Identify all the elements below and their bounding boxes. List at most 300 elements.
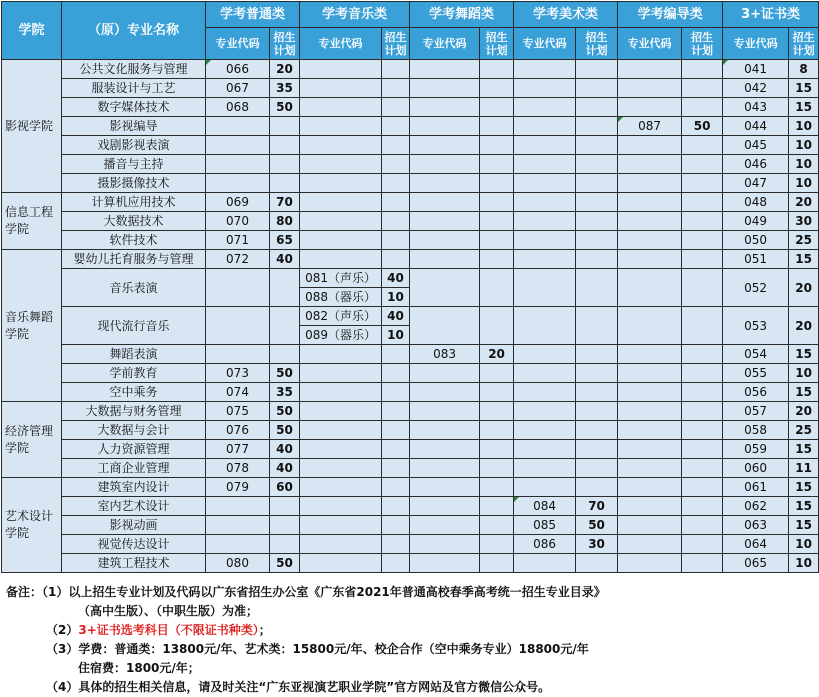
- dance-plan-cell: [480, 193, 514, 212]
- header-group-fineart: 学考美术类: [514, 2, 618, 28]
- fineart-plan-cell: [576, 136, 618, 155]
- general-code-cell: 067: [206, 79, 270, 98]
- music-code-cell: [300, 478, 382, 497]
- fineart-plan-cell: [576, 459, 618, 478]
- fineart-code-cell: [514, 60, 576, 79]
- cert-plan-cell: 15: [789, 79, 819, 98]
- dance-code-cell: [410, 307, 480, 345]
- major-cell: 现代流行音乐: [62, 307, 206, 345]
- general-plan-cell: 60: [270, 478, 300, 497]
- fineart-plan-cell: [576, 155, 618, 174]
- header-plan: [789, 28, 819, 60]
- directing-plan-cell: [682, 250, 723, 269]
- fineart-code-cell: [514, 212, 576, 231]
- directing-plan-cell: [682, 231, 723, 250]
- music-code-cell: [300, 459, 382, 478]
- directing-plan-cell: [682, 383, 723, 402]
- directing-code-cell: [618, 535, 682, 554]
- dance-code-cell: [410, 174, 480, 193]
- dance-plan-cell: [480, 174, 514, 193]
- fineart-plan-cell: [576, 383, 618, 402]
- music-code-cell: [300, 79, 382, 98]
- cert-plan-cell: 15: [789, 98, 819, 117]
- dance-code-cell: [410, 516, 480, 535]
- dance-plan-cell: [480, 440, 514, 459]
- table-row: [2, 117, 819, 136]
- cert-code-cell: 048: [723, 193, 789, 212]
- note-1a: （1）以上招生专业计划及代码以广东省招生办公室《广东省2021年普通高校春季高考统一招生专业目录》: [42, 585, 606, 599]
- fineart-plan-cell: 50: [576, 516, 618, 535]
- general-code-cell: [206, 535, 270, 554]
- music-code-cell: [300, 60, 382, 79]
- directing-plan-cell: [682, 364, 723, 383]
- fineart-code-cell: [514, 307, 576, 345]
- directing-code-cell: [618, 174, 682, 193]
- header-plan-line1: 招生: [792, 30, 815, 44]
- cert-plan-cell: 20: [789, 193, 819, 212]
- general-code-cell: 079: [206, 478, 270, 497]
- directing-code-cell: [618, 516, 682, 535]
- directing-plan-cell: 50: [682, 117, 723, 136]
- major-cell: 播音与主持: [62, 155, 206, 174]
- dance-plan-cell: [480, 497, 514, 516]
- cert-plan-cell: 10: [789, 535, 819, 554]
- major-cell: 计算机应用技术: [62, 193, 206, 212]
- header-plan: [382, 28, 410, 60]
- dance-code-cell: [410, 497, 480, 516]
- fineart-plan-cell: [576, 117, 618, 136]
- music-code-cell: [300, 554, 382, 573]
- dance-code-cell: [410, 554, 480, 573]
- music-plan-cell: [382, 535, 410, 554]
- directing-code-cell: 087: [618, 117, 682, 136]
- admission-plan-table: [1, 1, 819, 573]
- dance-code-cell: [410, 60, 480, 79]
- general-plan-cell: 35: [270, 79, 300, 98]
- fineart-plan-cell: [576, 307, 618, 345]
- general-plan-cell: 40: [270, 459, 300, 478]
- note-2-highlight: 3+证书选考科目（不限证书种类）: [78, 623, 259, 637]
- general-plan-cell: 80: [270, 212, 300, 231]
- major-cell: 数字媒体技术: [62, 98, 206, 117]
- general-plan-cell: 50: [270, 421, 300, 440]
- music-code-cell: [300, 117, 382, 136]
- fineart-code-cell: [514, 136, 576, 155]
- notes-section: [6, 583, 796, 697]
- table-row: [2, 440, 819, 459]
- music-code-cell: [300, 231, 382, 250]
- general-code-cell: 078: [206, 459, 270, 478]
- directing-code-cell: [618, 250, 682, 269]
- dance-plan-cell: [480, 459, 514, 478]
- music-plan-cell: [382, 383, 410, 402]
- table-row: [2, 79, 819, 98]
- dance-plan-cell: [480, 269, 514, 307]
- music-plan-cell: [382, 554, 410, 573]
- major-cell: 大数据与财务管理: [62, 402, 206, 421]
- directing-plan-cell: [682, 155, 723, 174]
- dance-code-cell: [410, 155, 480, 174]
- directing-plan-cell: [682, 459, 723, 478]
- notes-line-2: [6, 621, 796, 640]
- table-row: [2, 212, 819, 231]
- fineart-code-cell: [514, 155, 576, 174]
- header-code: 专业代码: [300, 28, 382, 60]
- music-code-cell: [300, 516, 382, 535]
- fineart-plan-cell: [576, 554, 618, 573]
- directing-code-cell: [618, 497, 682, 516]
- general-code-cell: 073: [206, 364, 270, 383]
- music-plan-cell: [382, 364, 410, 383]
- table-row: [2, 421, 819, 440]
- table-row: [2, 60, 819, 79]
- music-code-cell: 081（声乐）: [300, 269, 382, 288]
- header-plan-line2: 计划: [585, 43, 608, 57]
- general-code-cell: 077: [206, 440, 270, 459]
- fineart-plan-cell: [576, 269, 618, 307]
- music-plan-cell: [382, 459, 410, 478]
- cert-code-cell: 063: [723, 516, 789, 535]
- general-plan-cell: [270, 516, 300, 535]
- header-code: 专业代码: [618, 28, 682, 60]
- header-plan-line1: 招生: [485, 30, 508, 44]
- cert-plan-cell: 10: [789, 554, 819, 573]
- directing-plan-cell: [682, 60, 723, 79]
- music-code-cell: [300, 212, 382, 231]
- header-group-directing: 学考编导类: [618, 2, 723, 28]
- table-row: [2, 345, 819, 364]
- table-row: [2, 364, 819, 383]
- major-cell: 人力资源管理: [62, 440, 206, 459]
- general-code-cell: 076: [206, 421, 270, 440]
- dance-code-cell: [410, 79, 480, 98]
- general-plan-cell: 50: [270, 402, 300, 421]
- cert-code-cell: 054: [723, 345, 789, 364]
- major-cell: 舞蹈表演: [62, 345, 206, 364]
- general-plan-cell: 70: [270, 193, 300, 212]
- cert-code-cell: 062: [723, 497, 789, 516]
- fineart-code-cell: 085: [514, 516, 576, 535]
- dance-code-cell: [410, 269, 480, 307]
- dance-plan-cell: [480, 79, 514, 98]
- dance-code-cell: [410, 535, 480, 554]
- cert-code-cell: 041: [723, 60, 789, 79]
- major-cell: 服装设计与工艺: [62, 79, 206, 98]
- table-row: [2, 231, 819, 250]
- major-cell: 摄影摄像技术: [62, 174, 206, 193]
- general-plan-cell: 20: [270, 60, 300, 79]
- music-code-cell: [300, 250, 382, 269]
- table-row: [2, 459, 819, 478]
- cert-plan-cell: 15: [789, 383, 819, 402]
- note-1b: （高中生版）、（中职生版）为准；: [78, 604, 259, 618]
- general-code-cell: 075: [206, 402, 270, 421]
- cert-plan-cell: 15: [789, 250, 819, 269]
- college-cell: 艺术设计学院: [2, 478, 62, 573]
- fineart-code-cell: [514, 269, 576, 307]
- fineart-code-cell: [514, 364, 576, 383]
- directing-plan-cell: [682, 535, 723, 554]
- music-plan-cell: [382, 193, 410, 212]
- directing-code-cell: [618, 459, 682, 478]
- directing-plan-cell: [682, 478, 723, 497]
- music-plan-cell: 10: [382, 288, 410, 307]
- music-code-cell: [300, 421, 382, 440]
- fineart-plan-cell: [576, 440, 618, 459]
- header-plan: [682, 28, 723, 60]
- header-code: 专业代码: [410, 28, 480, 60]
- dance-code-cell: [410, 402, 480, 421]
- college-cell: 影视学院: [2, 60, 62, 193]
- dance-code-cell: [410, 98, 480, 117]
- directing-plan-cell: [682, 345, 723, 364]
- cert-plan-cell: 20: [789, 307, 819, 345]
- general-code-cell: 080: [206, 554, 270, 573]
- dance-plan-cell: [480, 478, 514, 497]
- music-plan-cell: [382, 497, 410, 516]
- college-cell: 经济管理学院: [2, 402, 62, 478]
- general-code-cell: [206, 516, 270, 535]
- music-plan-cell: [382, 345, 410, 364]
- music-code-cell: 088（器乐）: [300, 288, 382, 307]
- music-plan-cell: [382, 516, 410, 535]
- header-group-certificate: 3+证书类: [723, 2, 819, 28]
- fineart-code-cell: 084: [514, 497, 576, 516]
- fineart-code-cell: [514, 174, 576, 193]
- header-code: 专业代码: [514, 28, 576, 60]
- general-plan-cell: [270, 535, 300, 554]
- directing-plan-cell: [682, 421, 723, 440]
- music-plan-cell: [382, 250, 410, 269]
- music-plan-cell: [382, 402, 410, 421]
- major-cell: 大数据与会计: [62, 421, 206, 440]
- cert-code-cell: 065: [723, 554, 789, 573]
- dance-plan-cell: [480, 383, 514, 402]
- dance-plan-cell: [480, 250, 514, 269]
- table-row: [2, 155, 819, 174]
- table-row: [2, 516, 819, 535]
- major-cell: 软件技术: [62, 231, 206, 250]
- cert-plan-cell: 10: [789, 174, 819, 193]
- music-plan-cell: 40: [382, 307, 410, 326]
- general-code-cell: [206, 136, 270, 155]
- music-code-cell: [300, 497, 382, 516]
- dance-code-cell: [410, 212, 480, 231]
- dance-code-cell: [410, 117, 480, 136]
- notes-line-1: [6, 583, 796, 602]
- header-plan-line1: 招生: [384, 30, 407, 44]
- header-group-general: 学考普通类: [206, 2, 300, 28]
- header-major: （原）专业名称: [62, 2, 206, 60]
- major-cell: 戏剧影视表演: [62, 136, 206, 155]
- table-row: [2, 554, 819, 573]
- music-plan-cell: [382, 136, 410, 155]
- music-plan-cell: [382, 478, 410, 497]
- fineart-code-cell: [514, 421, 576, 440]
- music-code-cell: [300, 402, 382, 421]
- dance-code-cell: [410, 193, 480, 212]
- fineart-code-cell: [514, 478, 576, 497]
- music-code-cell: 082（声乐）: [300, 307, 382, 326]
- major-cell: 影视编导: [62, 117, 206, 136]
- fineart-plan-cell: [576, 402, 618, 421]
- directing-code-cell: [618, 136, 682, 155]
- cert-plan-cell: 11: [789, 459, 819, 478]
- music-code-cell: [300, 193, 382, 212]
- dance-code-cell: [410, 459, 480, 478]
- music-plan-cell: [382, 421, 410, 440]
- cert-code-cell: 042: [723, 79, 789, 98]
- fineart-code-cell: [514, 117, 576, 136]
- header-group-music: 学考音乐类: [300, 2, 410, 28]
- general-code-cell: 074: [206, 383, 270, 402]
- directing-code-cell: [618, 421, 682, 440]
- header-plan-line1: 招生: [585, 30, 608, 44]
- fineart-plan-cell: [576, 478, 618, 497]
- general-code-cell: [206, 307, 270, 345]
- directing-plan-cell: [682, 136, 723, 155]
- cert-plan-cell: 25: [789, 231, 819, 250]
- fineart-code-cell: [514, 554, 576, 573]
- music-plan-cell: 10: [382, 326, 410, 345]
- cert-code-cell: 047: [723, 174, 789, 193]
- music-plan-cell: [382, 231, 410, 250]
- cert-plan-cell: 30: [789, 212, 819, 231]
- directing-code-cell: [618, 79, 682, 98]
- cert-plan-cell: 15: [789, 516, 819, 535]
- directing-code-cell: [618, 231, 682, 250]
- fineart-code-cell: [514, 345, 576, 364]
- major-cell: 婴幼儿托育服务与管理: [62, 250, 206, 269]
- cert-code-cell: 045: [723, 136, 789, 155]
- directing-plan-cell: [682, 402, 723, 421]
- directing-code-cell: [618, 60, 682, 79]
- general-plan-cell: [270, 155, 300, 174]
- table-row: [2, 136, 819, 155]
- header-plan-line2: 计划: [273, 43, 296, 57]
- fineart-plan-cell: [576, 231, 618, 250]
- header-plan: [270, 28, 300, 60]
- header-plan-line2: 计划: [792, 43, 815, 57]
- cert-code-cell: 044: [723, 117, 789, 136]
- directing-code-cell: [618, 193, 682, 212]
- music-code-cell: [300, 155, 382, 174]
- fineart-plan-cell: [576, 364, 618, 383]
- general-code-cell: [206, 345, 270, 364]
- general-plan-cell: 50: [270, 364, 300, 383]
- directing-code-cell: [618, 345, 682, 364]
- music-code-cell: 089（器乐）: [300, 326, 382, 345]
- cert-code-cell: 059: [723, 440, 789, 459]
- major-cell: 音乐表演: [62, 269, 206, 307]
- dance-code-cell: 083: [410, 345, 480, 364]
- general-plan-cell: [270, 136, 300, 155]
- table-row: [2, 402, 819, 421]
- major-cell: 室内艺术设计: [62, 497, 206, 516]
- table-row: [2, 174, 819, 193]
- table-row: [2, 250, 819, 269]
- general-plan-cell: [270, 497, 300, 516]
- cert-plan-cell: 10: [789, 155, 819, 174]
- dance-plan-cell: [480, 364, 514, 383]
- cert-code-cell: 055: [723, 364, 789, 383]
- dance-code-cell: [410, 440, 480, 459]
- general-plan-cell: 40: [270, 250, 300, 269]
- dance-plan-cell: [480, 307, 514, 345]
- directing-code-cell: [618, 155, 682, 174]
- cert-plan-cell: 10: [789, 117, 819, 136]
- directing-code-cell: [618, 402, 682, 421]
- general-code-cell: [206, 174, 270, 193]
- cert-code-cell: 056: [723, 383, 789, 402]
- fineart-code-cell: [514, 79, 576, 98]
- directing-plan-cell: [682, 193, 723, 212]
- table-row: [2, 307, 819, 326]
- directing-plan-cell: [682, 212, 723, 231]
- fineart-code-cell: [514, 383, 576, 402]
- cert-code-cell: 064: [723, 535, 789, 554]
- music-code-cell: [300, 98, 382, 117]
- table-row: [2, 497, 819, 516]
- directing-plan-cell: [682, 516, 723, 535]
- header-plan-line2: 计划: [384, 43, 407, 57]
- header-college: 学院: [2, 2, 62, 60]
- dance-plan-cell: [480, 421, 514, 440]
- dance-plan-cell: [480, 136, 514, 155]
- directing-plan-cell: [682, 497, 723, 516]
- header-plan: [576, 28, 618, 60]
- general-plan-cell: [270, 269, 300, 307]
- header-plan: [480, 28, 514, 60]
- directing-plan-cell: [682, 554, 723, 573]
- fineart-plan-cell: 70: [576, 497, 618, 516]
- cert-code-cell: 043: [723, 98, 789, 117]
- dance-plan-cell: [480, 516, 514, 535]
- fineart-plan-cell: 30: [576, 535, 618, 554]
- cert-plan-cell: 15: [789, 478, 819, 497]
- directing-code-cell: [618, 269, 682, 307]
- general-code-cell: [206, 117, 270, 136]
- header-plan-line1: 招生: [691, 30, 714, 44]
- fineart-code-cell: 086: [514, 535, 576, 554]
- general-plan-cell: 35: [270, 383, 300, 402]
- general-code-cell: [206, 155, 270, 174]
- fineart-plan-cell: [576, 193, 618, 212]
- general-plan-cell: [270, 174, 300, 193]
- fineart-code-cell: [514, 98, 576, 117]
- directing-code-cell: [618, 440, 682, 459]
- fineart-code-cell: [514, 459, 576, 478]
- dance-code-cell: [410, 231, 480, 250]
- directing-code-cell: [618, 364, 682, 383]
- music-code-cell: [300, 383, 382, 402]
- music-code-cell: [300, 345, 382, 364]
- header-code: 专业代码: [206, 28, 270, 60]
- dance-plan-cell: [480, 60, 514, 79]
- note-4: （4）具体的招生相关信息，请及时关注“广东亚视演艺职业学院”官方网站及官方微信公众号。: [46, 680, 551, 694]
- header-plan-line2: 计划: [485, 43, 508, 57]
- general-plan-cell: [270, 345, 300, 364]
- cert-code-cell: 050: [723, 231, 789, 250]
- general-plan-cell: [270, 307, 300, 345]
- cert-plan-cell: 10: [789, 364, 819, 383]
- cert-plan-cell: 15: [789, 497, 819, 516]
- cert-plan-cell: 15: [789, 440, 819, 459]
- table-row: [2, 535, 819, 554]
- major-cell: 工商企业管理: [62, 459, 206, 478]
- music-code-cell: [300, 535, 382, 554]
- note-3a: （3）学费：普通类：13800元/年、艺术类：15800元/年、校企合作（空中乘务专业）18800元/年: [46, 642, 589, 656]
